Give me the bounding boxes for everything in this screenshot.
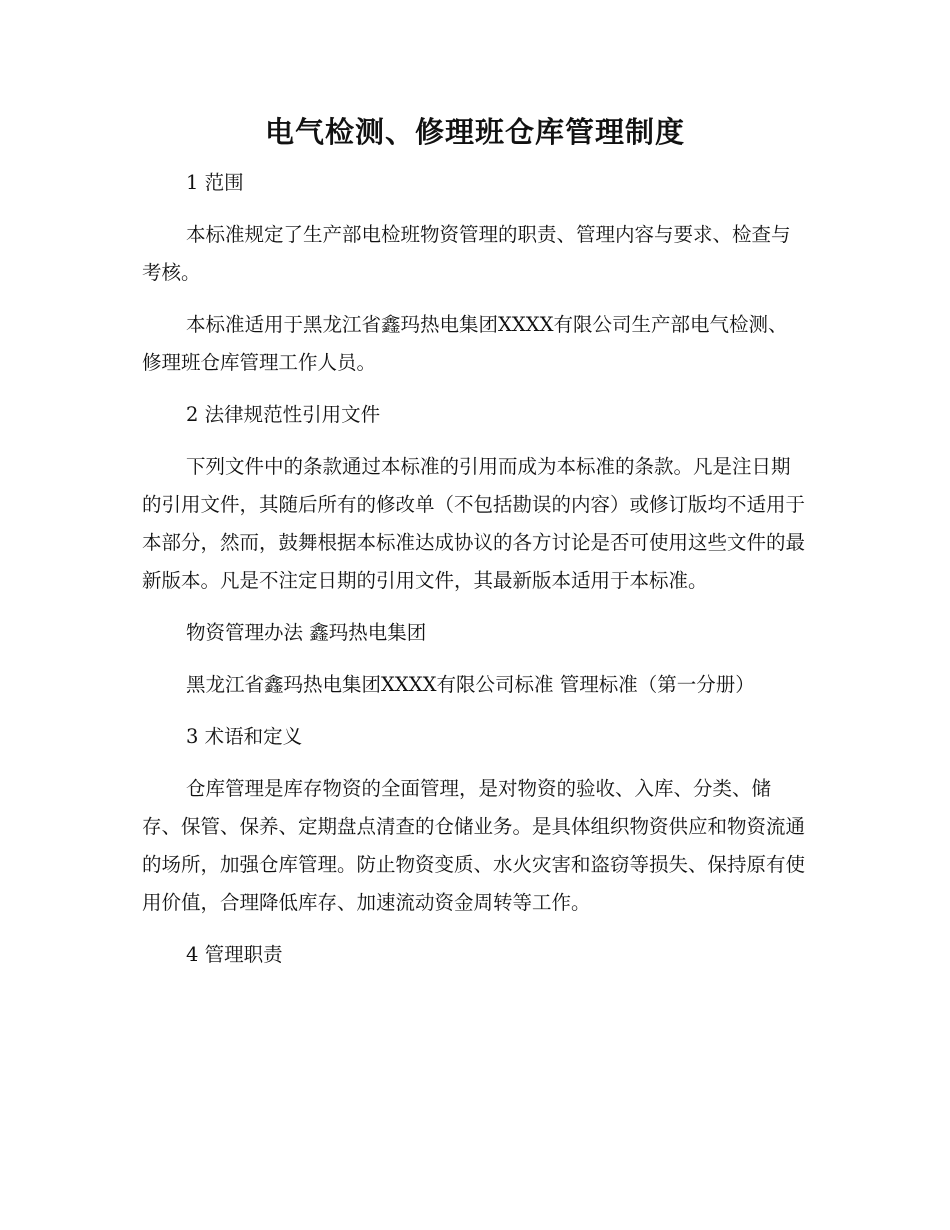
section-heading-responsibilities: 4 管理职责 <box>186 943 283 966</box>
section-heading-references: 2 法律规范性引用文件 <box>186 403 381 426</box>
paragraph-scope-applicability: 本标准适用于黑龙江省鑫玛热电集团XXXX有限公司生产部电气检测、修理班仓库管理工作人员。 <box>142 313 788 374</box>
section-heading-terms: 3 术语和定义 <box>186 725 303 748</box>
paragraph-terms-definition: 仓库管理是库存物资的全面管理，是对物资的验收、入库、分类、储存、保管、保养、定期盘点清查的仓储业务。是具体组织物资供应和物资流通的场所，加强仓库管理。防止物资变质、水火灾害和盗窃等损失、保持原有使用价值，合理降低库存、加速流动资金周转等工作。 <box>142 777 806 914</box>
section-heading-scope: 1 范围 <box>186 171 244 194</box>
paragraph-references-intro: 下列文件中的条款通过本标准的引用而成为本标准的条款。凡是注日期的引用文件，其随后所有的修改单（不包括勘误的内容）或修订版均不适用于本部分，然而，鼓舞根据本标准达成协议的各方讨论是否可使用这些文件的最新版本。凡是不注定日期的引用文件，其最新版本适用于本标准。 <box>142 455 806 592</box>
paragraph-reference-item-1: 物资管理办法 鑫玛热电集团 <box>186 621 427 644</box>
paragraph-scope-definition: 本标准规定了生产部电检班物资管理的职责、管理内容与要求、检查与考核。 <box>142 223 791 284</box>
paragraph-reference-item-2: 黑龙江省鑫玛热电集团XXXX有限公司标准 管理标准（第一分册） <box>186 673 755 696</box>
document-body <box>142 164 806 988</box>
document-title: 电气检测、修理班仓库管理制度 <box>264 115 685 149</box>
